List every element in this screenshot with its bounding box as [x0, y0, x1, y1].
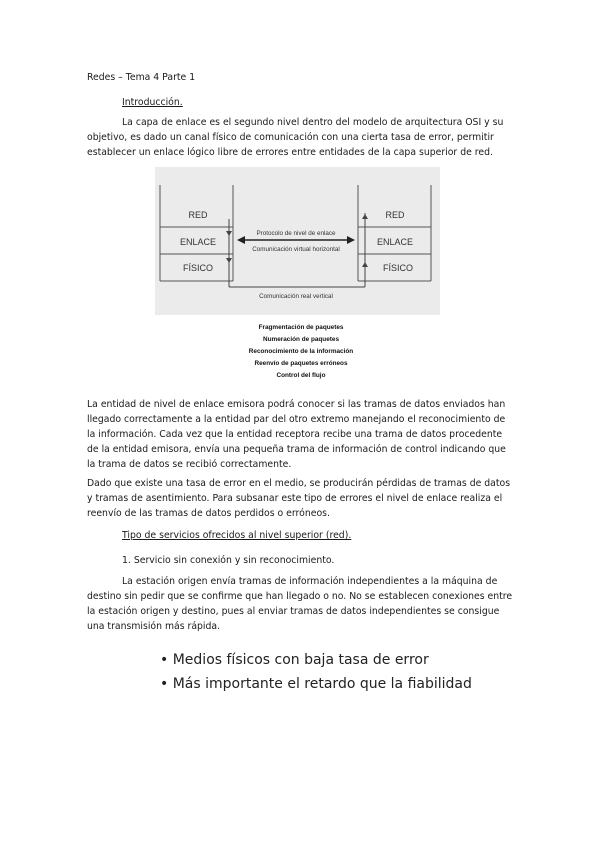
bullet-item [160, 672, 472, 696]
function-item: Reenvío de paquetes erróneos [254, 360, 348, 367]
function-item: Numeración de paquetes [263, 336, 339, 343]
services-heading [87, 528, 513, 543]
function-item: Reconocimiento de la información [248, 348, 354, 355]
link-layer-diagram-svg [155, 167, 440, 392]
bullet-dot-icon: • [160, 652, 173, 668]
intro-heading [87, 95, 513, 110]
bullet-text: Más importante el retardo que la fiabilidad [172, 676, 472, 692]
functions-list [249, 324, 353, 379]
services-heading-text: Tipo de servicios ofrecidos al nivel superior (red). [122, 530, 352, 541]
paragraph-connectionless: La estación origen envía tramas de información independientes a la máquina de destino sin pedir que se confirme que han llegado o no. No se establecen conexiones entre la estación origen y destino, pues al enviar tramas de datos independientes se consigue una transmisión más rápida. [87, 576, 513, 632]
intro-heading-text: Introducción. [122, 97, 183, 108]
paragraph-ack: La entidad de nivel de enlace emisora podrá conocer si las tramas de datos enviados han llegado correctamente a la entidad par del otro extremo manejando el reconocimiento de la información. Cada vez que la entidad receptora recibe una trama de datos procedente de la entidad emisora, envía una pequeña trama de información de control indicando que la trama de datos se recibió correctamente. [87, 399, 506, 470]
protocol-label: Protocolo de nivel de enlace [256, 230, 336, 237]
bullet-list [160, 648, 472, 696]
right-red-label: RED [385, 210, 405, 220]
left-fisico-label: FÍSICO [182, 263, 214, 273]
bullet-item [160, 648, 472, 672]
link-layer-diagram [155, 167, 440, 392]
service-item-1: 1. Servicio sin conexión y sin reconocimiento. [122, 555, 335, 566]
paragraph-intro: La capa de enlace es el segundo nivel dentro del modelo de arquitectura OSI y su objetivo, es dado un canal físico de comunicación con una cierta tasa de error, permitir establecer un enlace lógico libre de errores entre entidades de la capa superior de red. [87, 117, 504, 158]
function-item: Fragmentación de paquetes [258, 324, 344, 331]
bullet-text: Medios físicos con baja tasa de error [172, 652, 429, 668]
virtual-label: Comunicación virtual horizontal [252, 246, 340, 253]
paragraph-retransmission: Dado que existe una tasa de error en el medio, se producirán pérdidas de tramas de datos y tramas de asentimiento. Para subsanar este tipo de errores el nivel de enlace realiza el reenvío de las tramas de datos perdidos o erróneos. [87, 478, 511, 519]
left-enlace-label: ENLACE [179, 237, 217, 247]
left-red-label: RED [188, 210, 208, 220]
real-label: Comunicación real vertical [259, 293, 333, 300]
right-fisico-label: FÍSICO [382, 263, 414, 273]
bullet-dot-icon: • [160, 676, 173, 692]
right-enlace-label: ENLACE [376, 237, 414, 247]
document-title: Redes – Tema 4 Parte 1 [87, 72, 196, 83]
function-item: Control del flujo [276, 372, 326, 379]
